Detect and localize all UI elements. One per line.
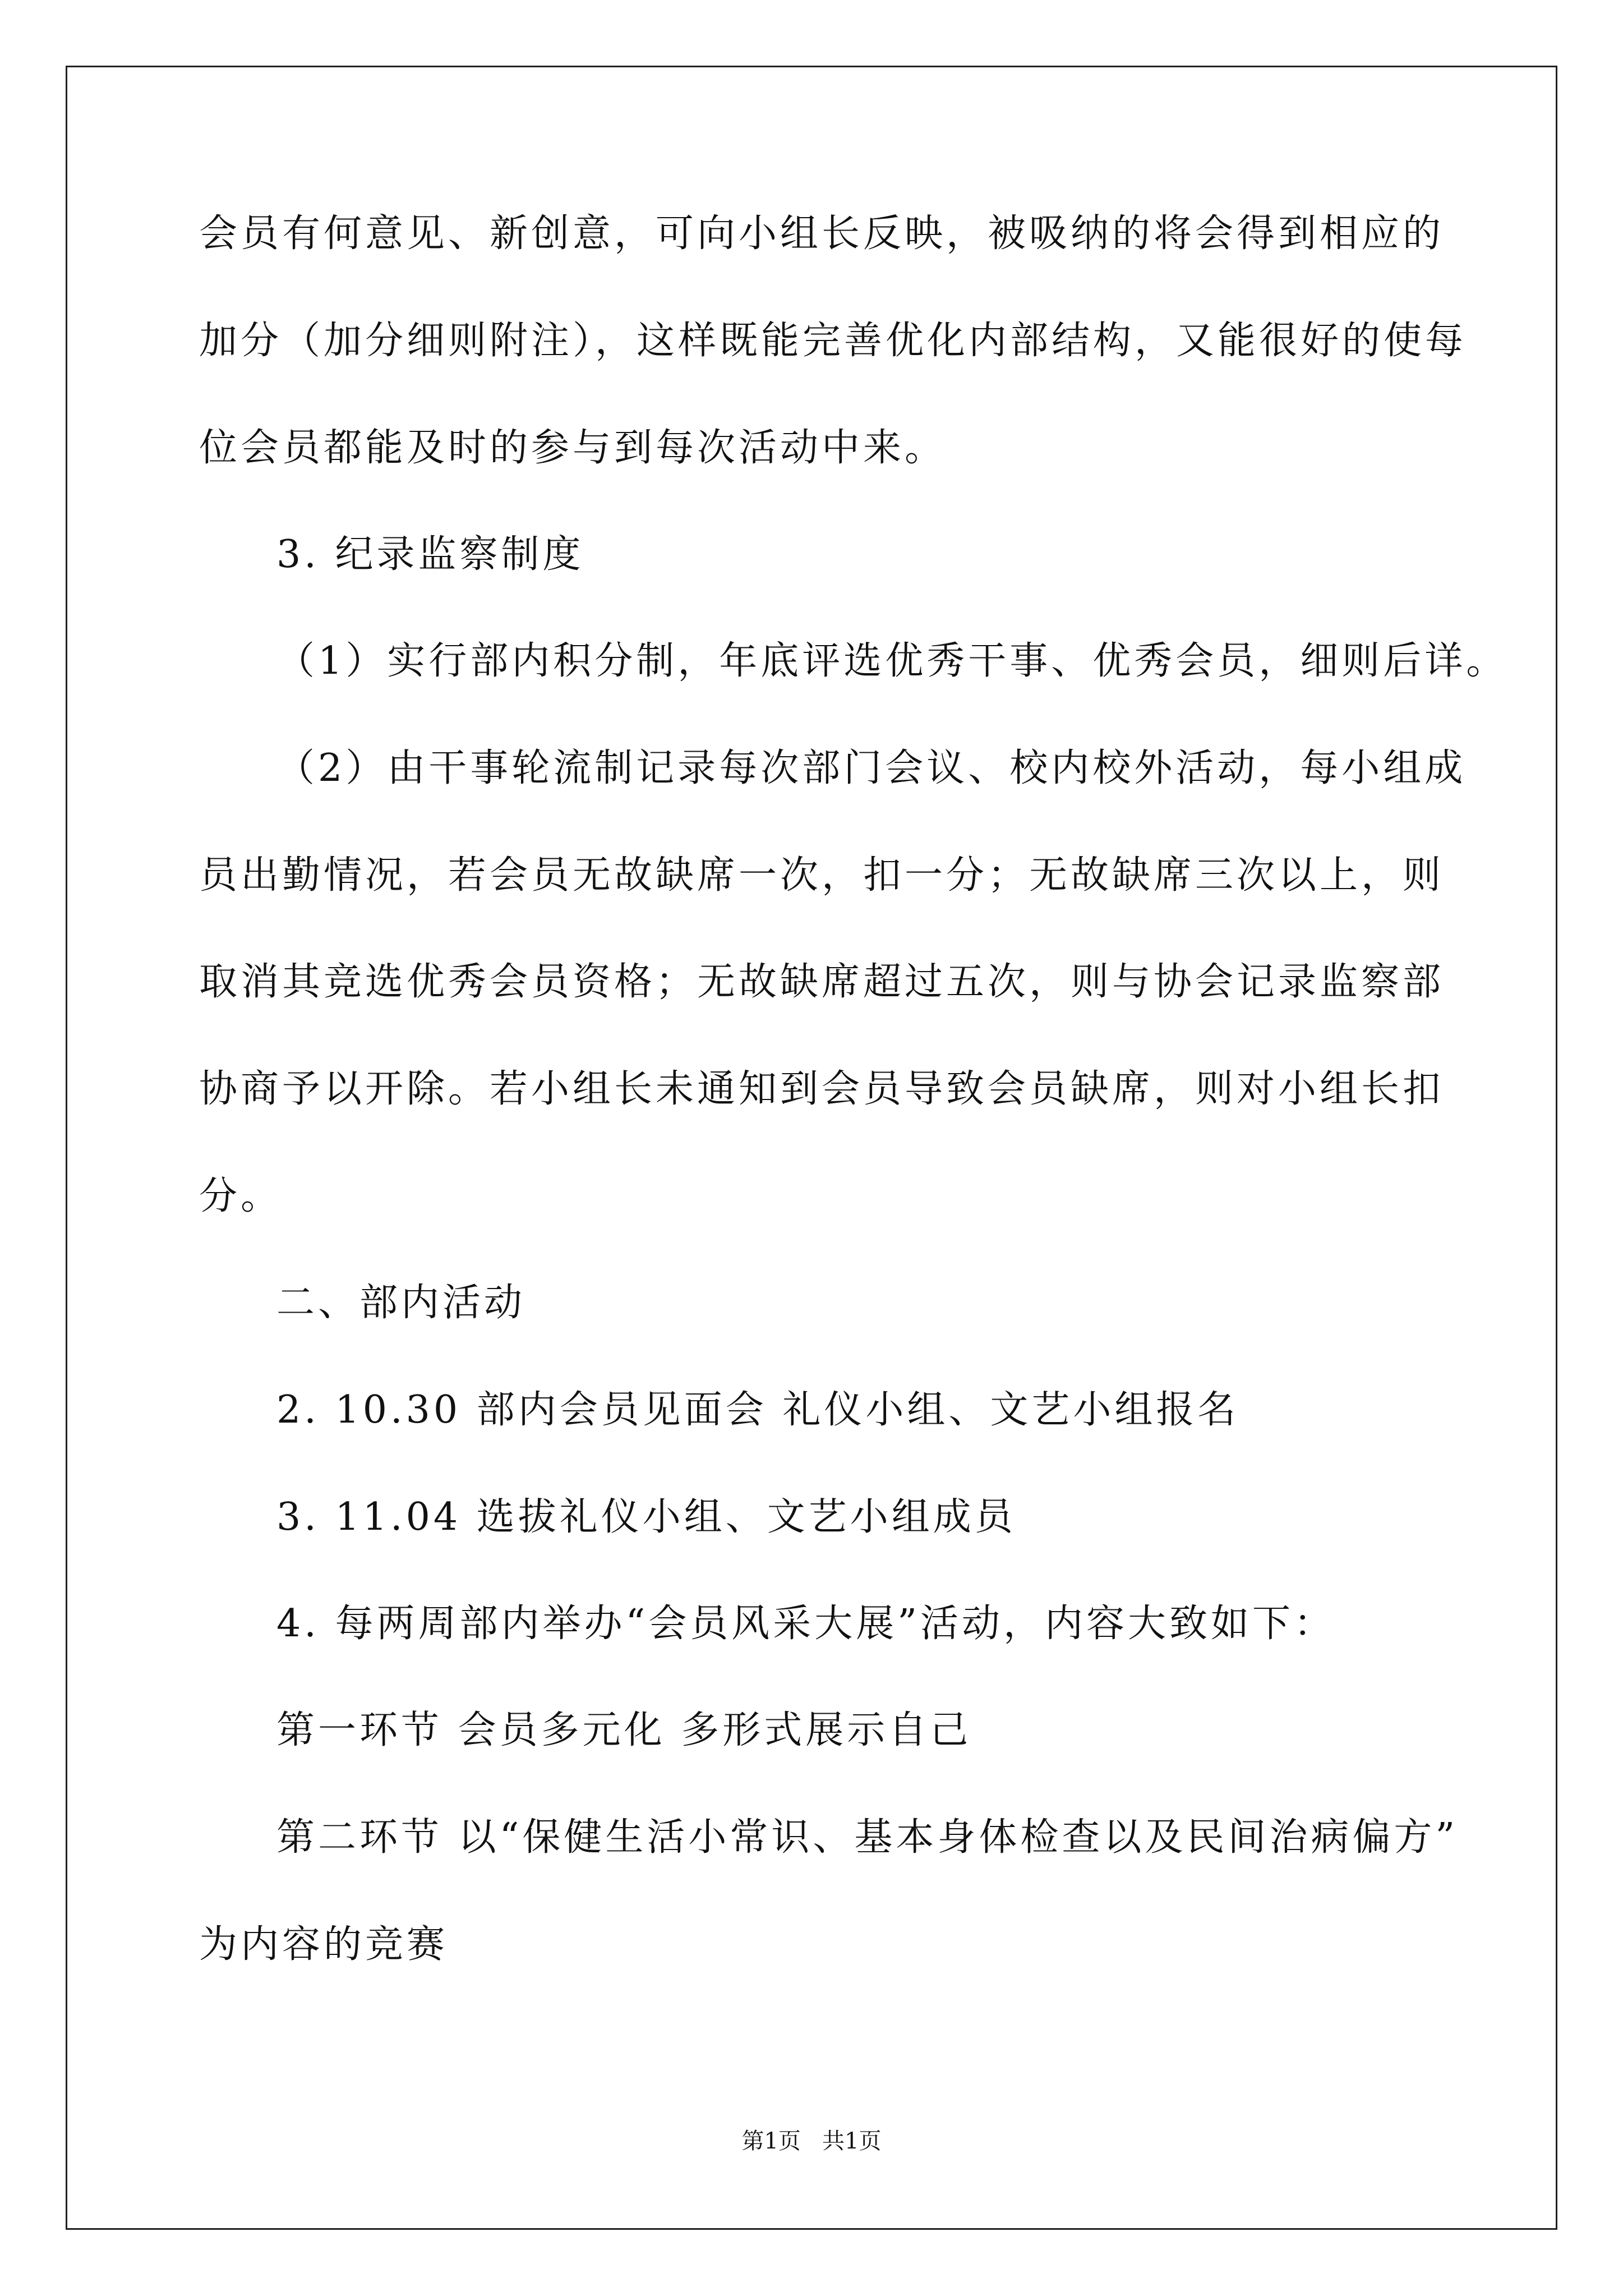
page-border <box>66 66 1557 2230</box>
paragraph-line: 加分（加分细则附注），这样既能完善优化内部结构，又能很好的使每 <box>199 319 1467 363</box>
page-number-footer: 第1页 共1页 <box>741 2128 882 2154</box>
paragraph-line: 为内容的竞赛 <box>199 1922 449 1967</box>
list-item: 第二环节 以“保健生活小常识、基本身体检查以及民间治病偏方” <box>276 1815 1459 1860</box>
list-item: 3. 11.04 选拔礼仪小组、文艺小组成员 <box>276 1495 1016 1539</box>
paragraph-line: （1）实行部内积分制，年底评选优秀干事、优秀会员，细则后详。 <box>276 639 1508 683</box>
list-item: 2. 10.30 部内会员见面会 礼仪小组、文艺小组报名 <box>276 1388 1239 1432</box>
section-heading: 3. 纪录监察制度 <box>276 532 584 577</box>
paragraph-line: 取消其竞选优秀会员资格；无故缺席超过五次，则与协会记录监察部 <box>199 960 1445 1004</box>
list-item: 4. 每两周部内举办“会员风采大展”活动，内容大致如下： <box>276 1602 1336 1646</box>
paragraph-line: 会员有何意见、新创意，可向小组长反映，被吸纳的将会得到相应的 <box>199 211 1445 256</box>
paragraph-line: 员出勤情况，若会员无故缺席一次，扣一分；无故缺席三次以上，则 <box>199 853 1445 898</box>
section-heading: 二、部内活动 <box>276 1281 526 1325</box>
paragraph-line: 分。 <box>199 1174 283 1218</box>
list-item: 第一环节 会员多元化 多形式展示自己 <box>276 1708 972 1752</box>
paragraph-line: 协商予以开除。若小组长未通知到会员导致会员缺席，则对小组长扣 <box>199 1067 1445 1111</box>
paragraph-line: 位会员都能及时的参与到每次活动中来。 <box>199 426 947 470</box>
paragraph-line: （2）由干事轮流制记录每次部门会议、校内校外活动，每小组成 <box>276 746 1467 790</box>
